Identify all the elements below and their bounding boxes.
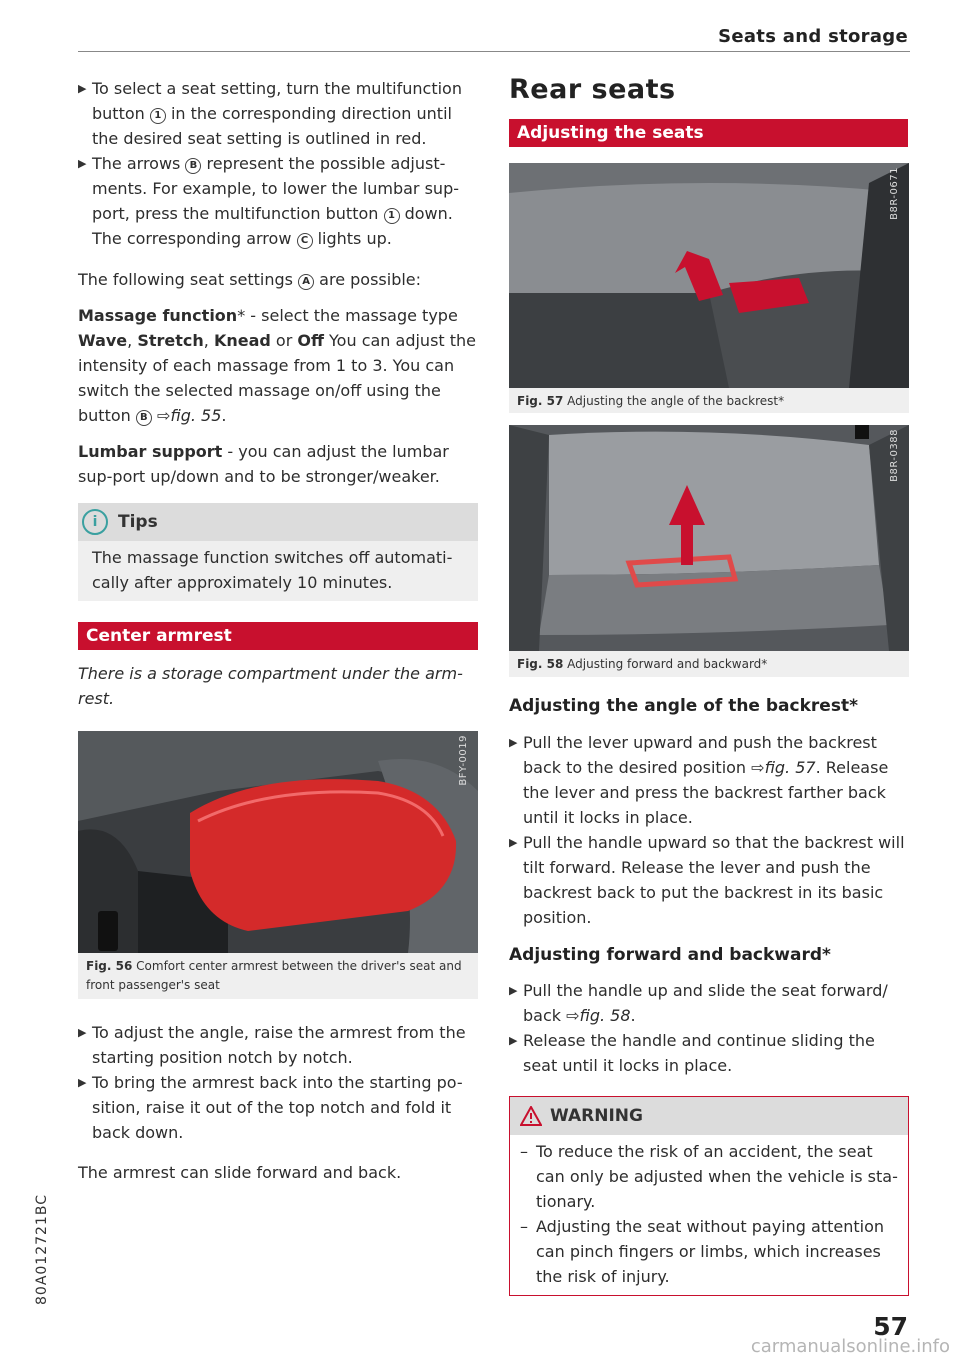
- seat-front-shape: [539, 565, 889, 635]
- armrest-slide-text: The armrest can slide forward and back.: [78, 1163, 402, 1182]
- list-item: – Adjusting the seat without paying attention can pinch fingers or limbs, which increases the risk of injury.: [520, 1217, 885, 1286]
- backrest-lever-photo: [509, 163, 909, 388]
- armrest-bullets: [78, 1020, 478, 1145]
- callout-marker: B: [185, 158, 201, 174]
- forward-backward-bullets: [509, 978, 909, 1078]
- triangle-bullet-icon: ▶: [78, 1026, 87, 1039]
- figure-reference[interactable]: fig. 55: [170, 406, 222, 425]
- figure-56: [78, 731, 478, 999]
- triangle-bullet-icon: ▶: [509, 984, 518, 997]
- lumbar-paragraph: Lumbar support - you can adjust the lumbar sup-port up/down and to be stronger/weaker.: [78, 442, 449, 486]
- figure-reference[interactable]: fig. 58: [579, 1006, 631, 1025]
- watermark: carmanualsonline.info: [750, 1336, 950, 1357]
- image-code: B8R-0388: [889, 429, 900, 482]
- warning-triangle-icon: [520, 1106, 542, 1126]
- warning-body: [510, 1135, 908, 1295]
- seat-setting-bullets: [78, 76, 478, 251]
- triangle-bullet-icon: ▶: [78, 157, 87, 170]
- list-item: ▶ To select a seat setting, turn the multifunction button 1 in the corresponding direction until the desired seat setting is outlined in red.: [78, 76, 478, 151]
- warning-header: WARNING: [510, 1097, 908, 1135]
- callout-marker: C: [297, 233, 313, 249]
- callout-marker: B: [136, 410, 152, 426]
- lower-shadow: [509, 293, 729, 388]
- triangle-bullet-icon: ▶: [509, 836, 518, 849]
- tips-header: i Tips: [78, 503, 478, 541]
- seat-handle-photo: [509, 425, 909, 651]
- callout-marker: 1: [150, 108, 166, 124]
- figure-reference[interactable]: fig. 57: [764, 758, 816, 777]
- list-item: ▶ The arrows B represent the possible adjust-ments. For example, to lower the lumbar sup-port, press the multifunction button 1 down. The corresponding arrow C lights up.: [78, 151, 478, 251]
- tips-body: The massage function switches off automati-cally after approximately 10 minutes.: [78, 541, 478, 601]
- image-code: BFY-0019: [458, 735, 469, 786]
- callout-marker: A: [298, 274, 314, 290]
- list-item: ▶ Release the handle and continue sliding the seat until it locks in place.: [509, 1028, 909, 1078]
- tips-box: [78, 503, 478, 601]
- armrest-photo: [78, 731, 478, 953]
- figure-caption: Fig. 58 Adjusting forward and backward*: [517, 657, 768, 671]
- list-item: – To reduce the risk of an accident, the seat can only be adjusted when the vehicle is sta-tionary.: [520, 1142, 898, 1211]
- arrow-right-icon: ⇨: [751, 758, 765, 777]
- settings-intro: The following seat settings A are possible:: [78, 270, 422, 289]
- gear-selector: [98, 911, 118, 951]
- triangle-bullet-icon: ▶: [78, 1076, 87, 1089]
- list-item: ▶ Pull the handle up and slide the seat forward/ back ⇨fig. 58.: [509, 978, 909, 1028]
- figure-caption: Fig. 56 Comfort center armrest between the driver's seat and front passenger's seat: [86, 959, 462, 992]
- triangle-bullet-icon: ▶: [78, 82, 87, 95]
- seat-button: [855, 425, 869, 439]
- list-item: ▶ To bring the armrest back into the starting po-sition, raise it out of the top notch and fold it back down.: [78, 1070, 478, 1145]
- arrow-right-icon: ⇨: [566, 1006, 580, 1025]
- massage-paragraph: Massage function* - select the massage type Wave, Stretch, Knead or Off You can adjust the intensity of each massage from 1 to 3. You can switch the selected massage on/off using the button B ⇨fig. 55.: [78, 306, 477, 425]
- document-code: 80A012721BC: [34, 1194, 50, 1305]
- callout-marker: 1: [384, 208, 400, 224]
- page-title: Rear seats: [509, 74, 676, 105]
- subheading-forward-backward: Adjusting forward and backward*: [509, 945, 831, 965]
- figure-58: [509, 425, 909, 677]
- subheading-backrest-angle: Adjusting the angle of the backrest*: [509, 696, 858, 716]
- list-item: ▶ To adjust the angle, raise the armrest from the starting position notch by notch.: [78, 1020, 478, 1070]
- page-number: 57: [873, 1312, 908, 1341]
- triangle-bullet-icon: ▶: [509, 1034, 518, 1047]
- list-item: ▶ Pull the handle upward so that the backrest will tilt forward. Release the lever and push the backrest back to put the backrest in its basic position.: [509, 830, 909, 930]
- figure-57: [509, 163, 909, 413]
- image-code: B8R-0671: [889, 167, 900, 220]
- list-item: ▶ Pull the lever upward and push the backrest back to the desired position ⇨fig. 57. Release the lever and press the backrest farther back until it locks in place.: [509, 730, 909, 830]
- warning-box: [509, 1096, 909, 1296]
- header-rule: [78, 51, 910, 52]
- section-header-armrest: Center armrest: [78, 622, 478, 650]
- arrow-right-icon: ⇨: [156, 406, 171, 425]
- armrest-intro: There is a storage compartment under the arm-rest.: [78, 664, 463, 708]
- seat-cushion-shape: [549, 432, 879, 575]
- running-header: Seats and storage: [718, 26, 908, 47]
- info-circle-icon: i: [82, 509, 108, 535]
- triangle-bullet-icon: ▶: [509, 736, 518, 749]
- backrest-angle-bullets: [509, 730, 909, 930]
- figure-caption: Fig. 57 Adjusting the angle of the backrest*: [517, 394, 785, 408]
- section-header-adjusting: Adjusting the seats: [509, 119, 908, 147]
